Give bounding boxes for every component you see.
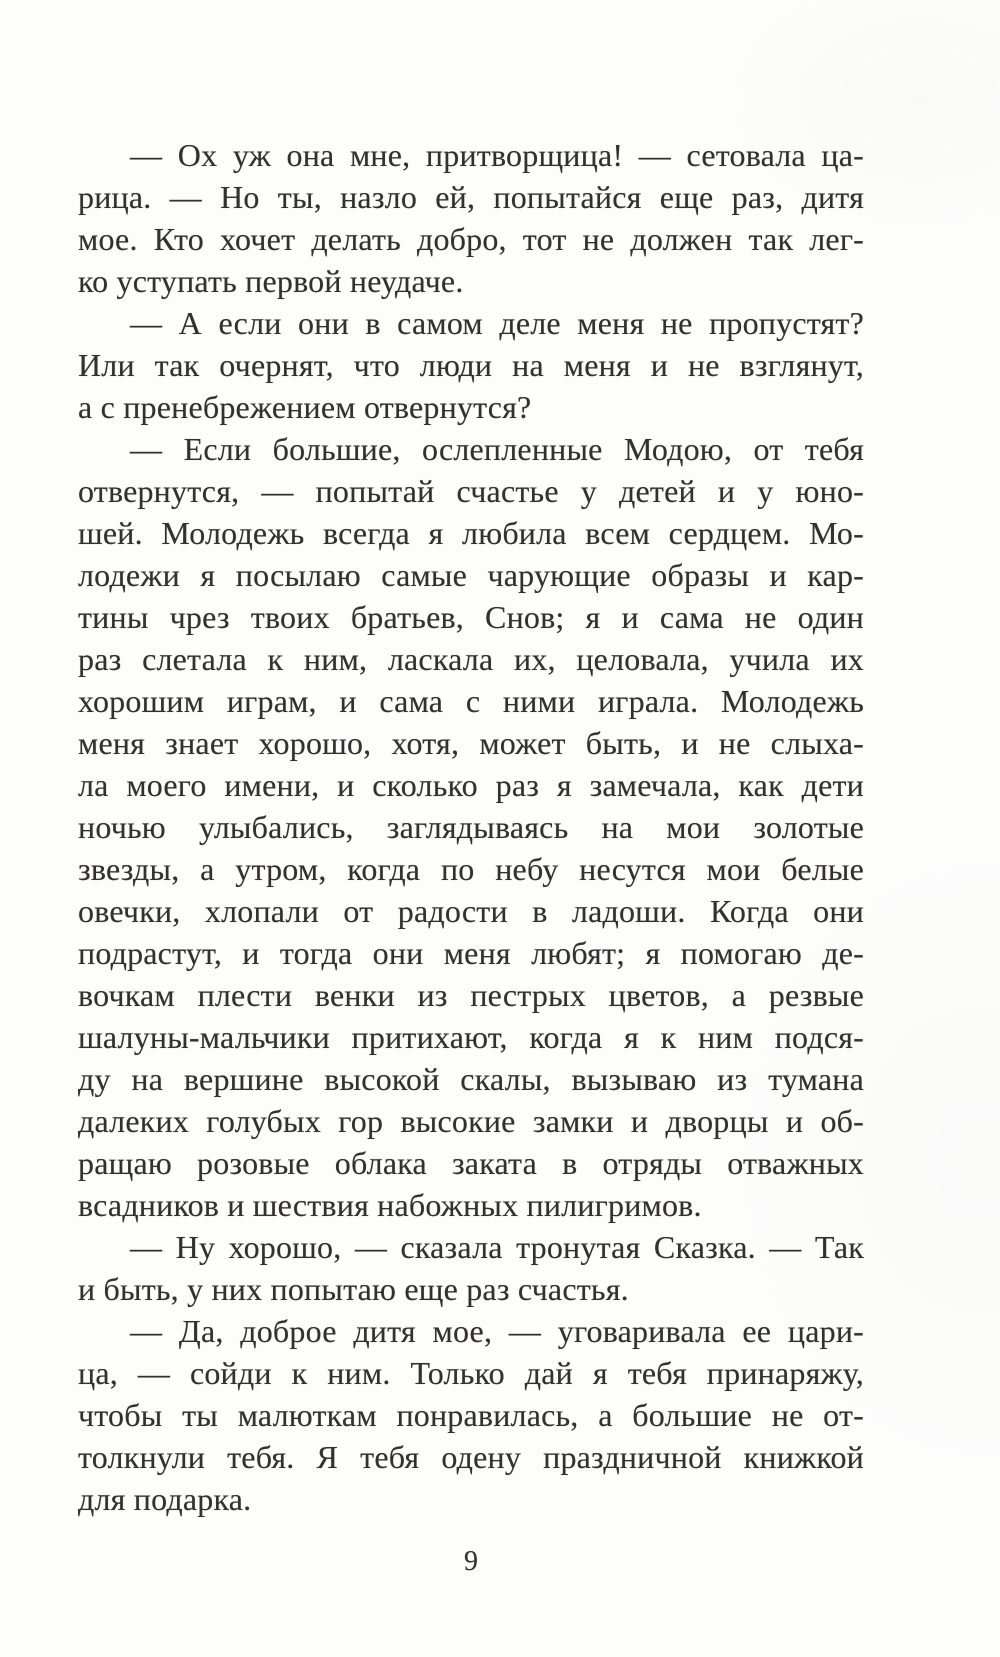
text-line: мое. Кто хочет делать добро, тот не должен так лег- — [78, 221, 864, 257]
text-line: хорошим играм, и сама с ними играла. Молодежь — [78, 683, 864, 719]
text-line: а с пренебрежением отвернутся? — [78, 389, 532, 425]
text-line: — Ох уж она мне, притворщица! — сетовала ца- — [130, 137, 864, 173]
text-line: ла моего имени, и сколько раз я замечала, как дети — [78, 767, 864, 803]
text-line: всадников и шествия набожных пилигримов. — [78, 1187, 702, 1223]
text-line: толкнули тебя. Я тебя одену праздничной книжкой — [78, 1439, 864, 1475]
text-line: и быть, у них попытаю еще раз счастья. — [78, 1271, 629, 1307]
text-line: раз слетала к ним, ласкала их, целовала, учила их — [78, 641, 864, 677]
text-line: отвернутся, — попытай счастье у детей и у юно- — [78, 473, 864, 509]
text-line: далеких голубых гор высокие замки и дворцы и об- — [78, 1103, 864, 1139]
text-line: лодежи я посылаю самые чарующие образы и кар- — [78, 557, 864, 593]
text-line: ращаю розовые облака заката в отряды отважных — [78, 1145, 864, 1181]
text-line: подрастут, и тогда они меня любят; я помогаю де- — [78, 935, 864, 971]
text-line: рица. — Но ты, назло ей, попытайся еще раз, дитя — [78, 179, 864, 215]
text-line: Или так очернят, что люди на меня и не взглянут, — [78, 347, 864, 383]
text-line: ко уступать первой неудаче. — [78, 263, 464, 299]
text-line: тины чрез твоих братьев, Снов; я и сама не один — [78, 599, 864, 635]
text-line: для подарка. — [78, 1481, 252, 1517]
text-line: ночью улыбались, заглядываясь на мои золотые — [78, 809, 864, 845]
text-line: вочкам плести венки из пестрых цветов, а резвые — [78, 977, 864, 1013]
text-line: — Если большие, ослепленные Модою, от тебя — [130, 431, 864, 467]
text-line: — А если они в самом деле меня не пропустят? — [130, 305, 864, 341]
text-line: звезды, а утром, когда по небу несутся мои белые — [78, 851, 864, 887]
text-line: — Да, доброе дитя мое, — уговаривала ее цари- — [130, 1313, 864, 1349]
text-line: шей. Молодежь всегда я любила всем сердцем. Мо- — [78, 515, 864, 551]
text-line: овечки, хлопали от радости в ладоши. Когда они — [78, 893, 864, 929]
text-line: чтобы ты малюткам понравилась, а большие не от- — [78, 1397, 864, 1433]
text-line: меня знает хорошо, хотя, может быть, и не слыха- — [78, 725, 864, 761]
text-line: шалуны-мальчики притихают, когда я к ним подся- — [78, 1019, 864, 1055]
page-number: 9 — [464, 1546, 478, 1577]
text-block — [78, 134, 864, 1520]
text-line: ца, — сойди к ним. Только дай я тебя принаряжу, — [78, 1355, 864, 1391]
text-line: ду на вершине высокой скалы, вызываю из тумана — [78, 1061, 864, 1097]
text-line: — Ну хорошо, — сказала тронутая Сказка. — Так — [130, 1229, 864, 1265]
